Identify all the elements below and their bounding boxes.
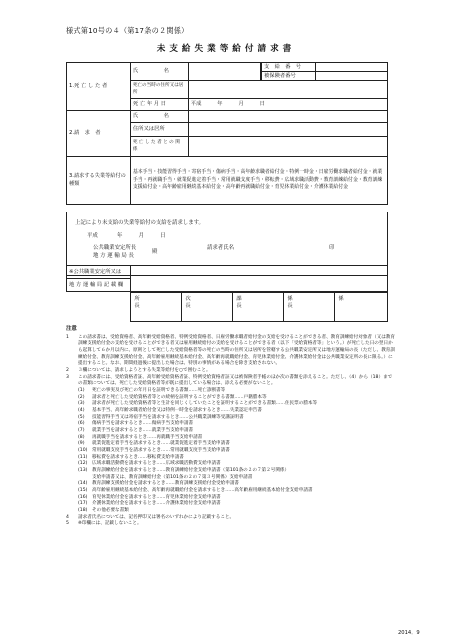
stamp-label-section-chief: 課長	[236, 296, 242, 310]
note-sub-number: (11)	[78, 454, 88, 460]
note-sub-number: (10)	[78, 447, 88, 453]
note-sub-item	[66, 448, 396, 455]
number-box	[261, 62, 388, 81]
note-sub-item	[66, 441, 396, 448]
revision-date: 2014．9	[398, 630, 420, 636]
note-sub-item	[66, 501, 396, 508]
note-sub-text: 常用就職支度手当を請求するとき……常用就職支度手当支給申請書	[92, 447, 230, 453]
note-sub-text: 介護休業給付金を請求するとき……介護休業給付金支給申請書	[92, 501, 221, 507]
note-sub-number: (4)	[78, 408, 85, 414]
note-sub-number: (1)	[78, 388, 85, 394]
note-sub-number: (18)	[78, 507, 88, 513]
note-sub-text: 広域求職活動費を請求するとき……広域求職活動費支給申請書	[92, 461, 221, 467]
seal-mark: 印	[329, 245, 335, 251]
payment-number-field[interactable]	[315, 63, 387, 72]
note-sub-number: (17)	[78, 501, 88, 507]
claimant-relation-field[interactable]	[188, 137, 387, 157]
stamp-box-deputy	[181, 292, 233, 322]
note-sub-item	[66, 428, 396, 435]
insured-number-label: 被保険者番号	[262, 72, 316, 81]
claimant-address-field[interactable]	[188, 123, 387, 137]
office-use-table	[66, 265, 388, 292]
note-sub-text: 傷病手当を請求するとき……傷病手当支給申請書	[92, 421, 194, 427]
note-sub-text: 請求者が死亡した受給資格者等と生計を同じくしていたことを証明することができる書類……住民票の謄本等	[92, 401, 318, 407]
note-sub-text: 基本手当、高年齢求職者給付金又は特例一時金を請求するとき……失業認定申告書	[92, 408, 262, 414]
note-sub-text: 技能習得手当又は寄宿手当を請求するとき……公共職業訓練等受講証明書	[92, 414, 244, 420]
note-sub-text: 再就職手当を請求するとき……再就職手当支給申請書	[92, 434, 203, 440]
benefits-section-label: 3.請求する失業等給付の種類	[67, 157, 131, 205]
form-number: 様式第10号の４（第17条の２関係）	[66, 26, 189, 35]
note-sub-number: (9)	[78, 441, 85, 447]
note-item: 1 この請求書は、受給資格者、高年齢受給資格者、特例受給資格者、日雇労働求職者給付金の支給を受けることができる者、教育訓練給付対象者（又は教育訓練支援給付金の支給を受けることができる者又は雇用継続給付の支給を受けることができる者（以下「受給資格者等」という。）が死亡した日の翌日から起算して６か月以内に、原則として死亡した受給資格者等の死亡の当時の住所又は居所を管轄する公共職業安定所又は地方運輸局の長（ただし、教育訓練給付金、教育訓練支援給付金、高年齢雇用継続基本給付金、高年齢再就職給付金、育児休業給付金、介護休業給付金は公共職業安定所の長に限る。）に提出すること。なお、期間経過後に提出した場合は、特別の事情がある場合を除き支給されない。	[66, 334, 395, 367]
claimant-address-label: 住所又は居所	[130, 123, 188, 137]
signer-label: 請求者氏名	[207, 245, 234, 251]
note-sub-number: (13)	[78, 467, 88, 473]
note-sub-text: 死亡の事実及び死亡の年月日を証明できる書類……死亡診断書等	[92, 388, 226, 394]
note-sub-text: 移転費を請求するとき……移転費支給申請書	[92, 454, 184, 460]
stamp-box-staff	[334, 292, 388, 322]
office-use-label-2: 地 方 運 輸 局 記 載 欄	[67, 279, 131, 292]
claimant-name-field[interactable]	[188, 111, 387, 123]
stamp-label-director: 所長	[134, 296, 140, 310]
note-sub-text: 支給申請書又は、教育訓練給付金（第101条の２の７第３号関係）支給申請書	[92, 474, 253, 480]
note-sub-text: 育児休業給付金を請求するとき……育児休業給付金支給申請書	[92, 494, 221, 500]
office-use-label-1: ※公共職業安定所又は	[67, 266, 131, 279]
note-sub-item	[66, 408, 396, 415]
note-sub-number: (5)	[78, 414, 85, 420]
note-sub-number: (12)	[78, 461, 88, 467]
claimant-section-label: 2.請 求 者	[67, 111, 131, 157]
application-era: 平成	[87, 233, 98, 239]
deceased-name-label: 氏 名	[130, 63, 188, 81]
stamp-box-director	[130, 292, 182, 322]
insured-number-field[interactable]	[315, 72, 387, 81]
stamp-label-deputy: 次長	[185, 296, 191, 310]
approval-stamps	[130, 292, 388, 322]
note-sub-text: 就業手当を請求するとき……就業手当支給申請書	[92, 428, 194, 434]
note-item: 3 この請求書には、受給資格者証、高年齢受給資格者証、特例受給資格者証又は被保険者手帳のほか次の書類を添えること。ただし、（4）から（18）までの書類については、死亡した受給資格者等が既に提出している場合は、添える必要がないこと。	[66, 374, 393, 387]
deceased-date-label: 死 亡 年 月 日	[130, 99, 188, 111]
note-sub-text: 教育訓練支援給付金を請求するとき……教育訓練支援給付金受給申請書	[92, 481, 240, 487]
stamp-box-unit-chief	[283, 292, 335, 322]
note-item: 2 ３欄については、請求しようとする失業等給付を○で囲むこと。	[66, 368, 211, 374]
note-sub-number: (16)	[78, 494, 88, 500]
stamp-box-section-chief	[232, 292, 284, 322]
office-name-2: 地 方 運 輸 局 長	[93, 253, 134, 259]
note-sub-text: 就業促進定着手当を請求するとき……就業促進定着手当支給申請書	[92, 441, 230, 447]
deceased-address-field[interactable]	[188, 81, 387, 99]
note-sub-list	[66, 388, 396, 514]
benefits-list[interactable]: 基本手当・技能習得手当・寄宿手当・傷病手当・高年齢求職者給付金・特例一時金・日雇労働求職者給付金・就業手当・再就職手当・就業促進定着手当・常用就職支度手当・移転費・広域求職活動費・教育訓練給付金・教育訓練支援給付金・高年齢雇用継続基本給付金・高年齢再就職給付金・育児休業給付金・介護休業給付金	[130, 157, 387, 205]
stamp-label-staff: 係	[338, 296, 344, 302]
note-sub-item	[66, 508, 396, 515]
claimant-relation-label: 死 亡 し た 者 と の 関 係	[130, 137, 188, 157]
form-title: 未支給失業等給付請求書	[156, 44, 296, 54]
deceased-name-field[interactable]	[188, 63, 261, 81]
note-sub-text: 請求者と死亡した受給資格者等との続柄を証明することができる書類……戸籍謄本等	[92, 394, 267, 400]
stamp-label-unit-chief: 係長	[287, 296, 293, 310]
main-form-table	[66, 62, 388, 205]
deceased-section-label: 1.死 亡 し た 者	[67, 63, 131, 111]
notes-section	[66, 326, 396, 528]
note-item: 5 ※印欄には、記載しないこと。	[66, 521, 142, 527]
office-name-1: 公共職業安定所長	[93, 245, 137, 251]
note-sub-item	[66, 488, 396, 495]
payment-number-label: 支 給 番 号	[262, 63, 316, 72]
application-statement: 上記により未支給の失業等給付の支給を請求します。	[75, 220, 204, 226]
note-sub-number: (8)	[78, 434, 85, 440]
note-sub-number: (2)	[78, 394, 85, 400]
notes-heading: 注意	[66, 326, 77, 332]
note-sub-item	[66, 481, 396, 488]
note-sub-number: (6)	[78, 421, 85, 427]
note-sub-item	[66, 468, 396, 475]
note-sub-number: (7)	[78, 428, 85, 434]
note-sub-number: (15)	[78, 487, 88, 493]
note-sub-text: 教育訓練給付金を請求するとき……教育訓練給付金支給申請書（第101条の２の７第２号関係）	[92, 467, 290, 473]
note-sub-item	[66, 388, 396, 395]
note-item: 4 請求者氏名については、記名押印又は署名のいずれかにより記載すること。	[66, 514, 235, 520]
application-date[interactable]: 年 月 日	[117, 233, 166, 239]
office-use-field	[130, 266, 387, 292]
deceased-date-field[interactable]: 平成 年 月 日	[188, 99, 387, 111]
note-sub-item	[66, 461, 396, 468]
note-sub-text: 高年齢雇用継続基本給付金、高年齢再就職給付金を請求するとき……高年齢雇用継続基本給付金支給申請書	[92, 487, 313, 493]
note-sub-text: その他必要な書類	[92, 507, 129, 513]
note-sub-number: (14)	[78, 481, 88, 487]
note-sub-number: (3)	[78, 401, 85, 407]
claimant-name-label: 氏 名	[130, 111, 188, 123]
deceased-address-label: 死亡の当時の住所又は居所	[130, 81, 188, 99]
dono-label: 殿	[152, 249, 158, 255]
